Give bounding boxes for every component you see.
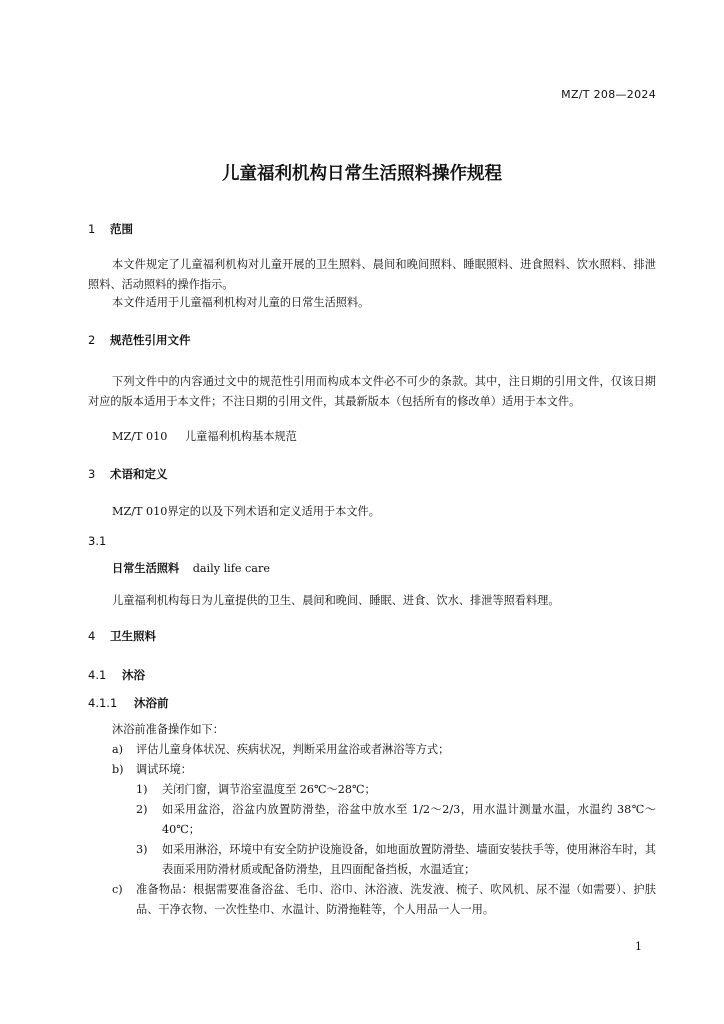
section-title: 范围	[110, 222, 134, 236]
reference-code: MZ/T 010	[112, 430, 168, 443]
sub-list-item-text: 如采用盆浴，浴盆内放置防滑垫，浴盆中放水至 1/2～2/3，用水温计测量水温，水温约 38℃～40℃；	[162, 803, 656, 836]
subsection-title: 沐浴前	[134, 696, 169, 710]
list-item-label: c)	[112, 883, 123, 896]
section-number: 1	[88, 222, 96, 236]
sub-list-item-text: 关闭门窗，调节浴室温度至 26℃～28℃；	[162, 783, 376, 796]
subsection-title: 沐浴	[122, 668, 146, 682]
section-3-heading	[88, 466, 168, 482]
reference-entry	[112, 427, 297, 447]
term-definition: 儿童福利机构每日为儿童提供的卫生、晨间和晚间、睡眠、进食、饮水、排泄等照看料理。	[112, 594, 560, 607]
subsection-3-1-number: 3.1	[88, 534, 107, 548]
list-item-label: a)	[112, 743, 124, 756]
section-title: 规范性引用文件	[110, 333, 191, 347]
section-4-heading	[88, 628, 156, 644]
section-number: 3	[88, 467, 96, 481]
terms-intro-paragraph: MZ/T 010界定的以及下列术语和定义适用于本文件。	[112, 505, 380, 518]
term-entry	[112, 559, 270, 579]
sub-list-item-label: 2)	[136, 803, 148, 816]
term-english: daily life care	[192, 562, 270, 575]
subsection-number: 4.1	[88, 668, 107, 682]
list-item-text: 准备物品：根据需要准备浴盆、毛巾、浴巾、沐浴液、洗发液、梳子、吹风机、尿不湿（如需要）、护肤品、干净衣物、一次性垫巾、水温计、防滑拖鞋等，个人用品一人一用。	[136, 883, 656, 916]
scope-paragraph-1: 本文件规定了儿童福利机构对儿童开展的卫生照料、晨间和晚间照料、睡眠照料、进食照料、饮水照料、排泄照料、活动照料的操作指示。	[88, 258, 656, 291]
sub-list-item-text: 如采用淋浴，环境中有安全防护设施设备，如地面放置防滑垫、墙面安装扶手等，使用淋浴车时，其表面采用防滑材质或配备防滑垫，且四面配备挡板，水温适宜；	[162, 843, 656, 876]
section-title: 术语和定义	[110, 467, 168, 481]
bathing-intro: 沐浴前准备操作如下：	[112, 723, 224, 736]
subsection-4-1-heading	[88, 667, 145, 683]
list-item-label: b)	[112, 763, 124, 776]
normative-references-paragraph: 下列文件中的内容通过文中的规范性引用而构成本文件必不可少的条款。其中，注日期的引用文件，仅该日期对应的版本适用于本文件；不注日期的引用文件，其最新版本（包括所有的修改单）适用于本文件。	[88, 375, 656, 408]
sub-list-item-label: 1)	[136, 783, 148, 796]
subsection-4-1-1-heading	[88, 695, 169, 711]
scope-paragraph-2: 本文件适用于儿童福利机构对儿童的日常生活照料。	[112, 296, 370, 309]
section-2-heading	[88, 332, 191, 348]
page-number: 1	[635, 940, 642, 953]
term-chinese: 日常生活照料	[112, 562, 180, 575]
section-1-heading	[88, 221, 133, 237]
list-item-text: 调试环境：	[136, 763, 192, 776]
document-title: 儿童福利机构日常生活照料操作规程	[222, 164, 502, 184]
list-item-text: 评估儿童身体状况、疾病状况，判断采用盆浴或者淋浴等方式；	[136, 743, 450, 756]
sub-list-item-label: 3)	[136, 843, 148, 856]
section-number: 2	[88, 333, 96, 347]
section-number: 4	[88, 629, 96, 643]
standard-code: MZ/T 208—2024	[561, 88, 656, 101]
subsection-number: 4.1.1	[88, 696, 118, 710]
reference-title: 儿童福利机构基本规范	[184, 430, 297, 443]
section-title: 卫生照料	[110, 629, 157, 643]
